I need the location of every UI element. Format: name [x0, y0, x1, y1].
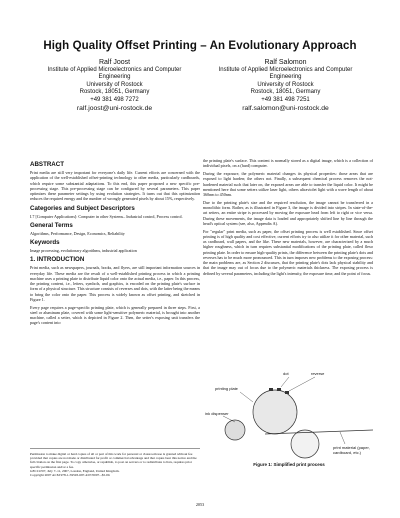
introduction-heading: 1. INTRODUCTION: [30, 256, 85, 264]
label-print-material: print material (paper, cardboard, etc.): [333, 445, 370, 455]
abstract-text: Print media are still very important for everyone's daily life. Current efforts are concerned with the application of the well-established offset-printing technology to other media, particularly cardboards, which require some substantial adaptations. To this end, this paper proposed a new specific pre-processing stage. This pre-processing stage can be configured by several parameters. This paper optimizes these parameter settings by using evolution strategies. It turns out that this optimization reduces the required energy and the number of wrongly generated pixels by about 15%, respectively.: [30, 170, 200, 202]
general-terms-text: Algorithms, Performance, Design, Economics, Reliability: [30, 230, 125, 236]
body-paragraph: the printing plate's surface. This content is normally stored as a digital image, which is a collection of individual pixels, on a (hard) computer.: [203, 158, 373, 169]
author-name: Ralf Salomon: [264, 59, 307, 66]
permission-text: Permission to make digital or hard copies of all or part of this work for personal or classroom use is granted without fee provided that copies are not made or distributed for profit or commercial advantage and that copies bear this notice and the full citation on the first page. To copy otherwise, or republish, to post on servers or to redistribute to lists, requires prior specific permission and/or a fee.: [30, 452, 197, 469]
left-column: [30, 158, 200, 328]
general-terms-heading: General Terms: [30, 221, 73, 229]
categories-text: I.7 [Computer Applications]: Computer in other Systems– Industrial control, Process control.: [30, 213, 183, 219]
keywords-heading: Keywords: [30, 239, 60, 246]
abstract-heading: ABSTRACT: [30, 161, 65, 168]
body-paragraph: For "regular" print media, such as paper, the offset printing process is well established. Since offset printing is of high quality and cost effective, current efforts try to also utilize it for other material, such as cardboard, wall papers, and the like. These new materials, however, are characterized by a much higher roughness, which in turn requires substantial modifications of the printing plate, called flexo printing plate. In order to ensure high-quality prints, the difference between the printing plate's dots and reverses has to be much more pronounced. This in turn imposes new problems to the exposing process: the main problems are, as Section 2 discusses, that the printing plate's dots lack physical stability and that the image may out of focus due to the polymeric materials thickness. The exposing process is defined by several parameters, including the light's intensity, the exposure time, and the point of focus.: [203, 228, 373, 276]
author-affiliation: University of Rostock: [257, 81, 314, 88]
introduction-paragraph: Print media, such as newspapers, journals, books, and flyers, are still important information sources in everyday life. These media are the result of a well-established printing process in which a printing machine uses a printing plate to distribute liquid color onto the actual media, i.e., paper. In this process, the printing content, i.e., letters, symbols, and graphics, is encoded on the printing plate's surface in form of a physical structure. This structure consists of reverses and dots, with the latter being the means to bring the color onto the paper. This process is widely known as offset printing, and sketched in Figure 1.: [30, 265, 200, 302]
label-reverse: reverse: [311, 371, 325, 376]
label-dot: dot: [283, 371, 289, 376]
categories-heading: Categories and Subject Descriptors: [30, 204, 135, 212]
body-paragraph: Due to the printing plate's size and the required resolution, the image cannot be transferred in a monolithic form. Rather, as is illustrated in Figure 3, the image is divided into stripes. In state-of-the-art setters, an entire stripe is processed by moving the exposure head from left to right or vice versa. During these movements, the image data is loaded and appropriately shifted line by line through the head's optical system (see, also, Appendix A).: [203, 199, 373, 226]
figure-print-process: [205, 372, 373, 464]
body-paragraph: During the exposure, the polymeric material changes its physical properties: those areas that are exposed to light harden; the others not. Finally, a subsequent chemical process removes the not-hardened material such that later on, the exposed areas are able to transfer the liquid color. It might be mentioned here that some setters utilize laser light, others ultraviolet light with a wave length of about 360nm to 450nm.: [203, 171, 373, 197]
label-ink-dispenser: ink dispenser: [205, 411, 229, 416]
conference-text: GECCO'07, July 7–11, 2007, London, England, United Kingdom.: [30, 468, 120, 473]
author-email: ralf.salomon@uni-rostock.de: [242, 105, 329, 113]
impression-cylinder: [291, 430, 319, 458]
plate-dot: [277, 388, 281, 391]
right-column: [203, 158, 373, 278]
figure-caption: Figure 1: Simplified print process: [253, 462, 325, 467]
plate-dot: [269, 388, 273, 391]
author-affiliation: Engineering: [98, 74, 131, 81]
author-block-1: [22, 58, 207, 114]
copyright-footnote: [30, 448, 200, 477]
label-printing-plate: printing plate: [215, 386, 238, 391]
author-affiliation: Rostock, 18051, Germany: [250, 89, 321, 96]
page-number: 2053: [195, 502, 205, 507]
author-affiliation: Rostock, 18051, Germany: [79, 89, 150, 96]
author-email: ralf.joost@uni-rostock.de: [76, 105, 153, 113]
ink-roller: [225, 420, 245, 440]
author-phone: +49 381 498 7251: [261, 96, 310, 103]
plate-dot: [285, 391, 289, 394]
paper-title: High Quality Offset Printing – An Evolutionary Approach: [43, 40, 357, 52]
author-affiliation: University of Rostock: [86, 81, 143, 88]
author-affiliation: Engineering: [269, 74, 302, 81]
copyright-text: Copyright 2007 ACM 978-1-59593-697-4/07/0007...$5.00.: [30, 473, 111, 478]
author-block-2: [193, 58, 378, 114]
author-name: Ralf Joost: [98, 59, 131, 66]
author-affiliation: Institute of Applied Microelectronics and Computer: [218, 67, 353, 73]
author-phone: +49 381 498 7272: [90, 96, 139, 103]
author-affiliation: Institute of Applied Microelectronics and Computer: [47, 67, 182, 73]
plate-cylinder: [253, 390, 297, 434]
introduction-paragraph: Every page requires a page-specific printing plate, which is generally prepared in three steps. First, a steel or aluminum plate, covered with some light-sensitive polymeric material, is brought into another machine, called a setter, which is depicted in Figure 2. Then, the setter's exposing unit transfers the page's content into: [30, 304, 200, 326]
keywords-text: Image processing, evolutionary algorithms, industrial application: [30, 248, 137, 253]
